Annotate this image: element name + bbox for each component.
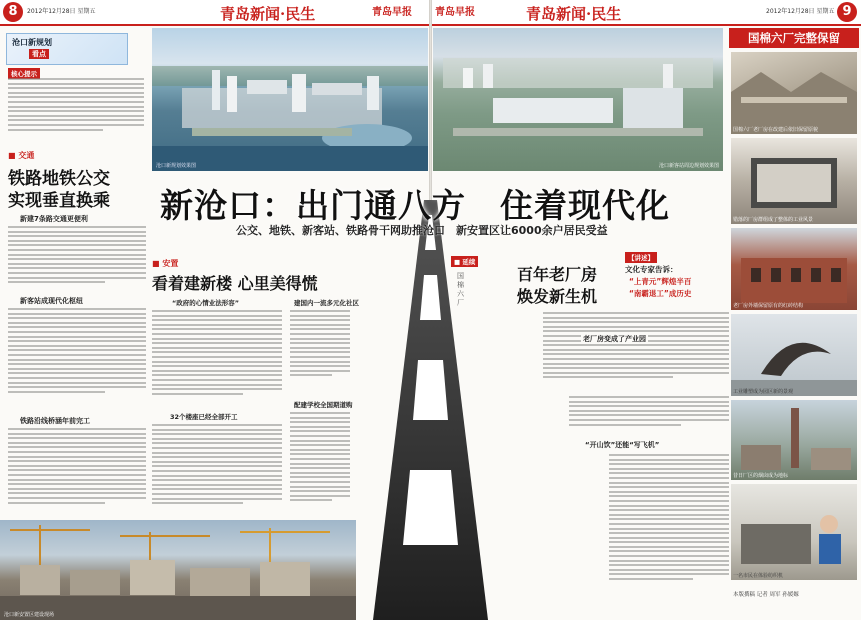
- bottom-credit: 本版撰稿 记者 周军 孙媛嫄: [733, 592, 799, 598]
- expert-quote-line2: “南霸退工”成历史: [629, 289, 692, 298]
- intro-badge-sub: 看点: [29, 49, 49, 59]
- expert-quote-line1: “上青元”辉煌半百: [629, 277, 692, 286]
- page-number-right: 9: [837, 2, 857, 22]
- intro-badge-title: 沧口新规划: [12, 38, 52, 47]
- settle-subhead-1: “政府的心情业法形容”: [172, 299, 240, 307]
- sidebar-photo-2-caption: 错落的厂房群组成了整体的工业风景: [733, 217, 814, 223]
- traffic-headline-line2: 实现垂直换乘: [8, 191, 110, 211]
- sidebar-photo-4-caption: 工业雕塑成为园区新的景观: [733, 389, 794, 395]
- traffic-headline-line1: 铁路地铁公交: [8, 169, 110, 189]
- traffic-subhead-1: 新建7条路交通更便利: [20, 215, 88, 223]
- factory-headline-line2: 焕发新生机: [517, 287, 598, 306]
- sidebar-photo-6-caption: 一名市民在体验纺织机: [733, 573, 784, 579]
- settle-subhead-2: 建国内一流多元化社区: [294, 299, 359, 307]
- sidebar-photo-1-caption: 国棉六厂老厂房在改建后依旧保留原貌: [733, 127, 819, 133]
- spread-headline: 新沧口：出门通八方 住着现代化: [160, 186, 670, 225]
- settle-headline: 看着建新楼 心里美得慌: [152, 274, 318, 293]
- spread-subheadline: 公交、地铁、新客站、铁路骨干网助推沧口 新安置区让6000余户居民受益: [236, 224, 608, 237]
- settle-subhead-4: 配建学校全国期道购: [294, 401, 353, 409]
- page-date-right: 2012年12月28日 星期五: [766, 8, 835, 15]
- header-brand-right: 青岛新闻·民生: [526, 5, 622, 23]
- section-traffic-label: ■ 交通: [8, 151, 35, 160]
- factory-subhead-1: 老厂房变成了产业园: [583, 335, 646, 343]
- traffic-subhead-3: 铁路沿线桥涵年前完工: [20, 417, 90, 425]
- factory-headline-line1: 百年老厂房: [517, 265, 598, 284]
- factory-subhead-2: “开山饮”还能“写飞机”: [585, 441, 660, 449]
- vertical-label: 国棉六厂: [457, 272, 464, 307]
- expert-tag: 【讲述】: [625, 252, 657, 263]
- traffic-subhead-2: 新客站成现代化枢纽: [20, 297, 83, 305]
- newspaper-logo-right: 青岛早报: [435, 7, 475, 18]
- header-brand: 青岛新闻·民生: [220, 5, 316, 23]
- construction-caption: 沧口新安置区建设现场: [4, 612, 55, 618]
- page-date: 2012年12月28日 星期五: [27, 8, 96, 15]
- aerial-left-caption: 沧口新规划效果图: [156, 163, 197, 169]
- section-continue-tag: ■ 延续: [451, 256, 478, 267]
- sidebar-photo-5-caption: 昔日厂区的烟囱成为地标: [733, 473, 789, 479]
- intro-tag: 核心提示: [8, 68, 40, 79]
- sidebar-title: 国棉六厂完整保留: [729, 28, 859, 48]
- page-number: 8: [3, 2, 23, 22]
- aerial-right-caption: 沧口新客站周边规划效果图: [658, 163, 719, 169]
- newspaper-logo: 青岛早报: [372, 7, 412, 18]
- expert-title: 文化专家告诉：: [625, 265, 678, 274]
- settle-subhead-3: 32个楼座已经全部开工: [170, 413, 238, 421]
- section-settle-label: ■ 安置: [152, 259, 179, 268]
- sidebar-photo-3-caption: 老厂房外墙保留原有的红砖结构: [733, 303, 804, 309]
